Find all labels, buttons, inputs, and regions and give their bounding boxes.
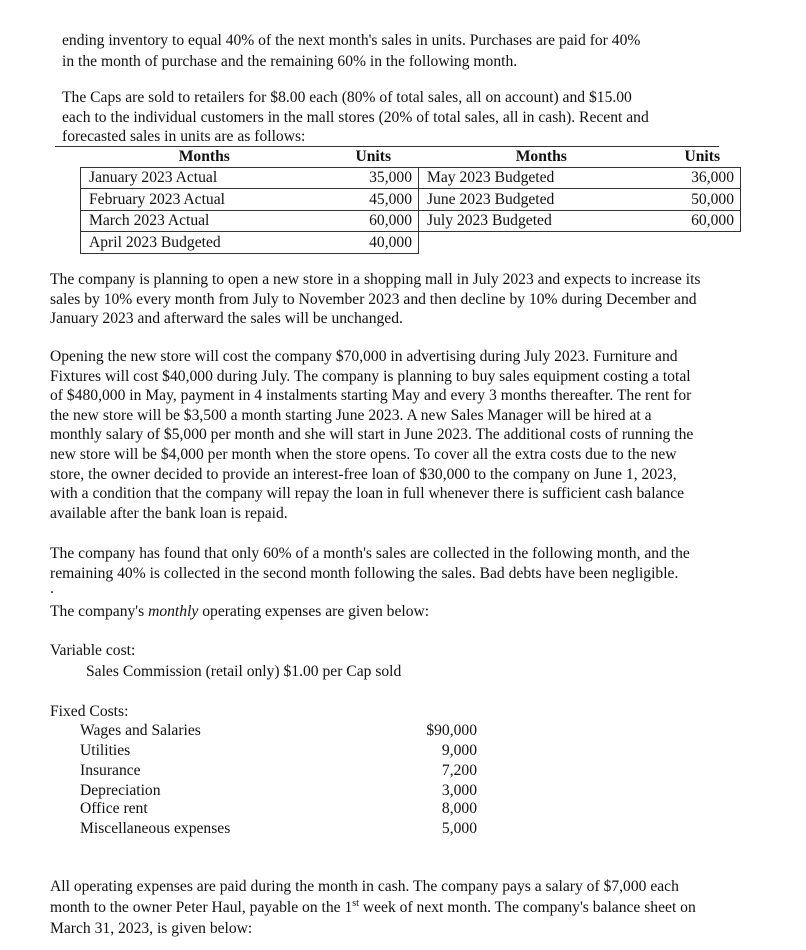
closing-line2-suffix: week of next month. The company's balance sheet on (358, 899, 696, 916)
opening-line: store, the owner decided to provide an interest-free loan of $30,000 to the company on June 1, 2023, (50, 465, 677, 483)
new-store-paragraph (50, 270, 700, 329)
month-cell: January 2023 Actual (81, 167, 327, 189)
opening-line: Opening the new store will cost the company $70,000 in advertising during July 2023. Furniture and (50, 348, 678, 365)
units-cell: 60,000 (326, 210, 419, 232)
opening-line: monthly salary of $5,000 per month and she will start in June 2023. The additional costs of running the (50, 426, 694, 444)
collection-paragraph (50, 544, 690, 583)
fixed-cost-label: Office rent (80, 800, 148, 817)
caps-line: The Caps are sold to retailers for $8.00 each (80% of total sales, all on account) and $15.00 (62, 89, 632, 106)
fixed-cost-amount: 3,000 (441, 782, 477, 799)
caps-line: each to the individual customers in the mall stores (20% of total sales, all in cash). Recent and (62, 108, 649, 126)
intro-paragraph (62, 30, 640, 72)
fixed-cost-amount: 5,000 (441, 820, 477, 837)
units-cell (662, 232, 741, 254)
fixed-cost-amount: 7,200 (441, 762, 477, 779)
fixed-cost-label: Miscellaneous expenses (80, 820, 231, 837)
variable-cost-item: Sales Commission (retail only) $1.00 per Cap sold (86, 663, 402, 680)
new-store-line: The company is planning to open a new store in a shopping mall in July 2023 and expects to increase its (50, 271, 701, 288)
ordinal-suffix: st (352, 897, 359, 909)
opening-line: the new store will be $3,500 a month starting June 2023. A new Sales Manager will be hired at a (50, 406, 652, 424)
header-units-b: Units (684, 147, 721, 165)
month-cell (419, 232, 663, 254)
closing-paragraph (50, 876, 696, 939)
header-months-b: Months (515, 147, 567, 165)
header-months-a: Months (178, 147, 230, 165)
units-cell: 60,000 (662, 210, 741, 232)
opex-intro-suffix: operating expenses are given below: (198, 603, 430, 620)
new-store-line: sales by 10% every month from July to November 2023 and then decline by 10% during December and (50, 290, 697, 308)
intro-line: in the month of purchase and the remaining 60% in the following month. (62, 53, 518, 70)
sales-table (80, 146, 741, 254)
units-cell: 35,000 (326, 167, 419, 189)
fixed-cost-label: Insurance (80, 762, 141, 779)
table-row (81, 210, 741, 232)
opex-intro-italic: monthly (148, 603, 199, 620)
closing-line: March 31, 2023, is given below: (50, 920, 253, 937)
table-row (81, 167, 741, 189)
month-cell: July 2023 Budgeted (419, 210, 663, 232)
opening-line: of $480,000 in May, payment in 4 instalments starting May and every 3 months thereafter. The rent for (50, 387, 692, 405)
opening-line: new store will be $4,000 per month when the store opens. To cover all the extra costs due to the new (50, 445, 677, 463)
fixed-cost-label: Depreciation (80, 782, 161, 799)
fixed-costs-heading: Fixed Costs: (50, 703, 129, 720)
caps-line: forecasted sales in units are as follows: (62, 128, 306, 146)
opening-line: available after the bank loan is repaid. (50, 504, 288, 522)
collection-line: remaining 40% is collected in the second month following the sales. Bad debts have been negligible. (50, 564, 679, 582)
month-cell: March 2023 Actual (81, 210, 327, 232)
new-store-line: January 2023 and afterward the sales will be unchanged. (50, 310, 403, 328)
opex-intro (50, 602, 429, 622)
fixed-cost-amount: 9,000 (441, 742, 477, 759)
closing-line: All operating expenses are paid during the month in cash. The company pays a salary of $7,000 each (50, 878, 679, 895)
units-cell: 45,000 (326, 189, 419, 211)
fixed-cost-label: Wages and Salaries (80, 722, 201, 739)
table-row (81, 189, 741, 211)
caps-paragraph (62, 88, 649, 147)
month-cell: May 2023 Budgeted (419, 167, 663, 189)
closing-line (50, 897, 696, 918)
collection-line: The company has found that only 60% of a month's sales are collected in the following month, and the (50, 545, 690, 562)
units-cell: 50,000 (662, 189, 741, 211)
month-cell: June 2023 Budgeted (419, 189, 663, 211)
header-units-a: Units (355, 147, 392, 165)
table-row (81, 232, 741, 254)
month-cell: April 2023 Budgeted (81, 232, 327, 254)
closing-line2-prefix: month to the owner Peter Haul, payable on the 1 (50, 899, 353, 916)
opening-line: Fixtures will cost $40,000 during July. The company is planning to buy sales equipment costing a total (50, 367, 691, 385)
fixed-cost-amount: 8,000 (441, 800, 477, 817)
month-cell: February 2023 Actual (81, 189, 327, 211)
stray-dot: . (50, 580, 54, 597)
units-cell: 40,000 (326, 232, 419, 254)
opex-intro-prefix: The company's (50, 603, 149, 620)
intro-line: ending inventory to equal 40% of the next month's sales in units. Purchases are paid for 40% (62, 32, 641, 49)
opening-paragraph (50, 347, 693, 523)
opening-line: with a condition that the company will repay the loan in full whenever there is sufficient cash balance (50, 485, 685, 503)
units-cell: 36,000 (662, 167, 741, 189)
fixed-cost-label: Utilities (80, 742, 131, 759)
variable-cost-heading: Variable cost: (50, 642, 136, 659)
fixed-cost-amount: $90,000 (426, 722, 477, 739)
sales-table-header-row (81, 146, 741, 167)
